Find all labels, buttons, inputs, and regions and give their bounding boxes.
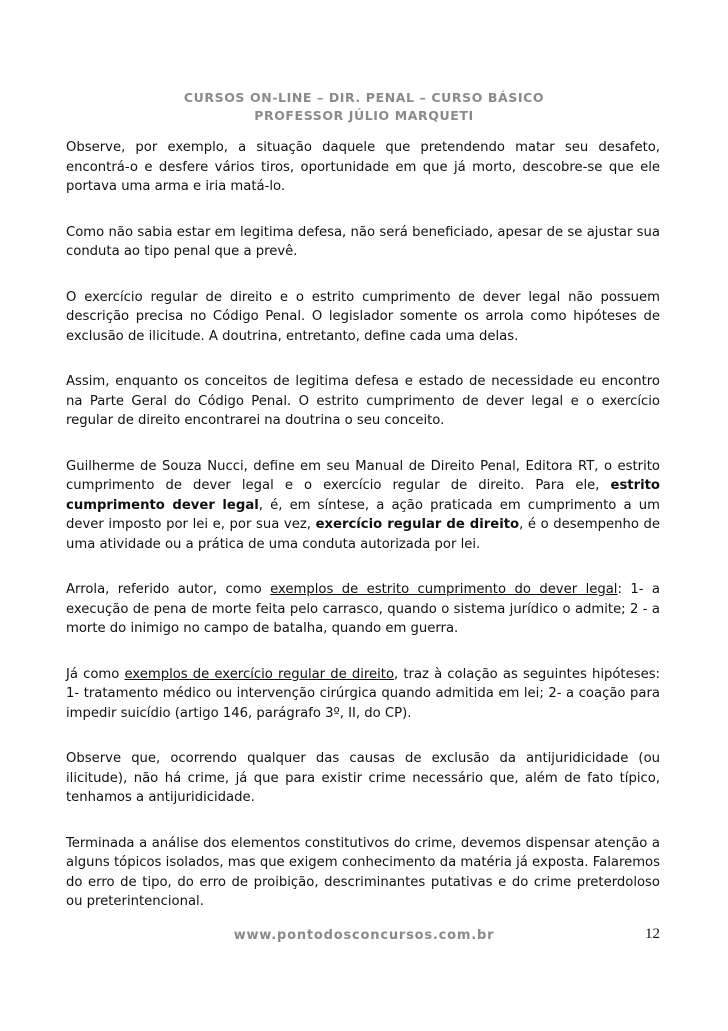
document-body bbox=[66, 138, 660, 938]
document-header bbox=[0, 89, 728, 125]
footer-website: www.pontodosconcursos.com.br bbox=[233, 928, 495, 943]
paragraph-8: Observe que, ocorrendo qualquer das causas de exclusão da antijuridicidade (ou ilicitude), não há crime, já que para existir crime necessário que, além de fato típico, tenhamos a antijuridicidade. bbox=[66, 751, 660, 805]
course-title: CURSOS ON-LINE – DIR. PENAL – CURSO BÁSICO bbox=[183, 90, 545, 105]
paragraph-1: Observe, por exemplo, a situação daquele que pretendendo matar seu desafeto, encontrá-o e desfere vários tiros, oportunidade em que já morto, descobre-se que ele portava uma arma e iria matá-lo. bbox=[66, 140, 660, 194]
underlined-phrase: exemplos de estrito cumprimento do dever legal bbox=[270, 582, 618, 597]
text-run: , traz à colação as seguintes hipóteses: 1- tratamento médico ou intervenção cirúrgica quando admitida em lei; 2- a coação para impedir suicídio (artigo 146, parágrafo 3º, II, do CP). bbox=[66, 666, 661, 721]
page-number: 12 bbox=[645, 926, 660, 942]
professor-name: PROFESSOR JÚLIO MARQUETI bbox=[254, 108, 474, 123]
bold-term-exercicio-regular: exercício regular de direito bbox=[315, 517, 520, 532]
paragraph-2: Como não sabia estar em legitima defesa, não será beneficiado, apesar de se ajustar sua conduta ao tipo penal que a prevê. bbox=[66, 224, 660, 259]
bold-term-estrito-cumprimento: estrito cumprimento dever legal bbox=[66, 478, 660, 513]
text-run: Arrola, referido autor, como bbox=[66, 582, 271, 597]
paragraph-4: Assim, enquanto os conceitos de legitima defesa e estado de necessidade eu encontro na Parte Geral do Código Penal. O estrito cumprimento de dever legal e o exercício regular de direito encontrarei na doutrina o seu conceito. bbox=[66, 374, 660, 428]
paragraph-3: O exercício regular de direito e o estrito cumprimento de dever legal não possuem descrição precisa no Código Penal. O legislador somente os arrola como hipóteses de exclusão de ilicitude. A doutrina, entretanto, define cada uma delas. bbox=[66, 289, 660, 344]
paragraph-9: Terminada a análise dos elementos constitutivos do crime, devemos dispensar atenção a alguns tópicos isolados, mas que exigem conhecimento da matéria já exposta. Falaremos do erro de tipo, do erro de proibição, descriminantes putativas e do crime preterdoloso ou preterintencional. bbox=[66, 835, 660, 909]
underlined-phrase: exemplos de exercício regular de direito bbox=[124, 666, 395, 682]
paragraph-5 bbox=[66, 457, 660, 555]
paragraph-6 bbox=[66, 580, 660, 639]
text-run: Guilherme de Souza Nucci, define em seu Manual de Direito Penal, Editora RT, o estrito cumprimento de dever legal e o exercício regular de direito. Para ele, bbox=[66, 458, 660, 493]
text-run: , é o desempenho de uma atividade ou a prática de uma conduta autorizada por lei. bbox=[66, 517, 660, 552]
paragraph-7 bbox=[66, 665, 660, 724]
text-run: Já como bbox=[66, 666, 125, 682]
text-run: : 1- a execução de pena de morte feita pelo carrasco, quando o sistema jurídico o admite; 2 - a morte do inimigo no campo de batalha, quando em guerra. bbox=[66, 582, 660, 636]
text-run: , é, em síntese, a ação praticada em cumprimento a um dever imposto por lei e, por sua vez, bbox=[66, 497, 660, 532]
